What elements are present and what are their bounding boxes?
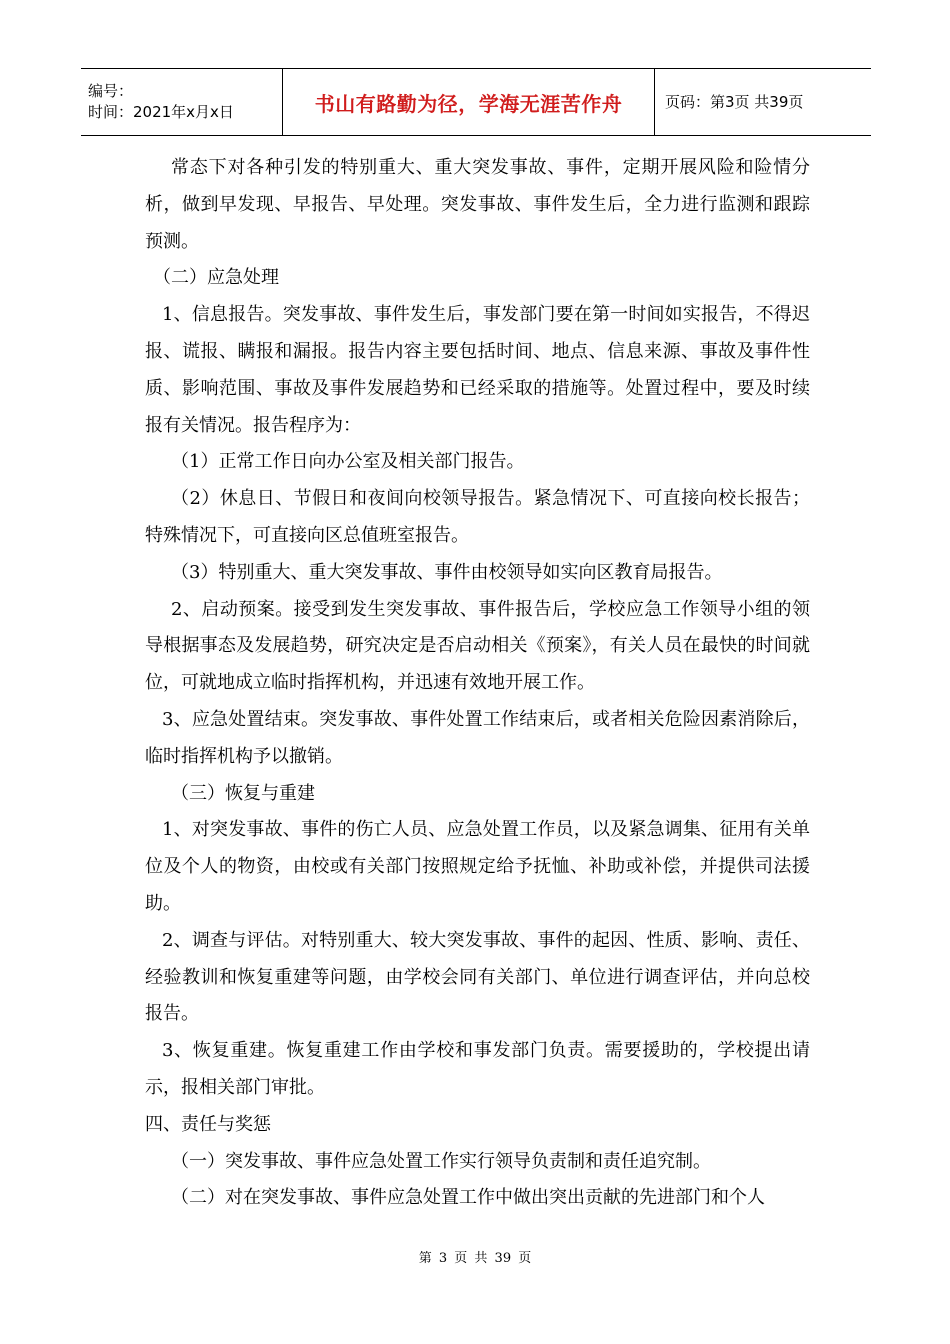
paragraph: 3、恢复重建。恢复重建工作由学校和事发部门负责。需要援助的，学校提出请示，报相关部门审批。 bbox=[145, 1040, 810, 1098]
page-footer: 第 3 页 共 39 页 bbox=[418, 1251, 532, 1266]
header-motto-cell bbox=[282, 69, 655, 135]
section-heading: （二）应急处理 bbox=[153, 267, 279, 289]
header-page-label: 页码：第3页 共39页 bbox=[665, 92, 804, 111]
document-number: 编号： bbox=[88, 82, 134, 100]
header-meta bbox=[81, 69, 282, 135]
paragraph: 2、启动预案。接受到发生突发事故、事件报告后，学校应急工作领导小组的领导根据事态及发展趋势，研究决定是否启动相关《预案》，有关人员在最快的时间就位，可就地成立临时指挥机构，并迅速有效地开展工作。 bbox=[145, 598, 810, 694]
document-date: 时间：2021年x月x日 bbox=[88, 103, 234, 121]
paragraph: 1、对突发事故、事件的伤亡人员、应急处置工作员，以及紧急调集、征用有关单位及个人的物资，由校或有关部门按照规定给予抚恤、补助或补偿，并提供司法援助。 bbox=[145, 819, 810, 914]
header-page-cell bbox=[655, 69, 871, 135]
page-header bbox=[81, 68, 871, 136]
paragraph: 常态下对各种引发的特别重大、重大突发事故、事件，定期开展风险和险情分析，做到早发现、早报告、早处理。突发事故、事件发生后，全力进行监测和跟踪预测。 bbox=[145, 157, 810, 252]
chapter-heading: 四、责任与奖惩 bbox=[145, 1113, 271, 1135]
paragraph: 2、调查与评估。对特别重大、较大突发事故、事件的起因、性质、影响、责任、经验教训和恢复重建等问题，由学校会同有关部门、单位进行调查评估，并向总校报告。 bbox=[145, 929, 810, 1025]
list-item: （1）正常工作日向办公室及相关部门报告。 bbox=[171, 451, 525, 473]
list-item: （2）休息日、节假日和夜间向校领导报告。紧急情况下、可直接向校长报告；特殊情况下，可直接向区总值班室报告。 bbox=[145, 488, 810, 546]
paragraph: 3、应急处置结束。突发事故、事件处置工作结束后，或者相关危险因素消除后，临时指挥机构予以撤销。 bbox=[145, 708, 810, 767]
paragraph: （一）突发事故、事件应急处置工作实行领导负责制和责任追究制。 bbox=[171, 1150, 711, 1172]
list-item: （3）特别重大、重大突发事故、事件由校领导如实向区教育局报告。 bbox=[171, 561, 723, 583]
document-body bbox=[145, 150, 810, 1217]
paragraph: （二）对在突发事故、事件应急处置工作中做出突出贡献的先进部门和个人 bbox=[171, 1187, 765, 1209]
section-heading: （三）恢复与重建 bbox=[171, 782, 315, 804]
paragraph: 1、信息报告。突发事故、事件发生后，事发部门要在第一时间如实报告，不得迟报、谎报、瞒报和漏报。报告内容主要包括时间、地点、信息来源、事故及事件性质、影响范围、事故及事件发展趋势和已经采取的措施等。处置过程中，要及时续报有关情况。报告程序为： bbox=[145, 304, 810, 436]
header-motto: 书山有路勤为径，学海无涯苦作舟 bbox=[314, 91, 623, 116]
